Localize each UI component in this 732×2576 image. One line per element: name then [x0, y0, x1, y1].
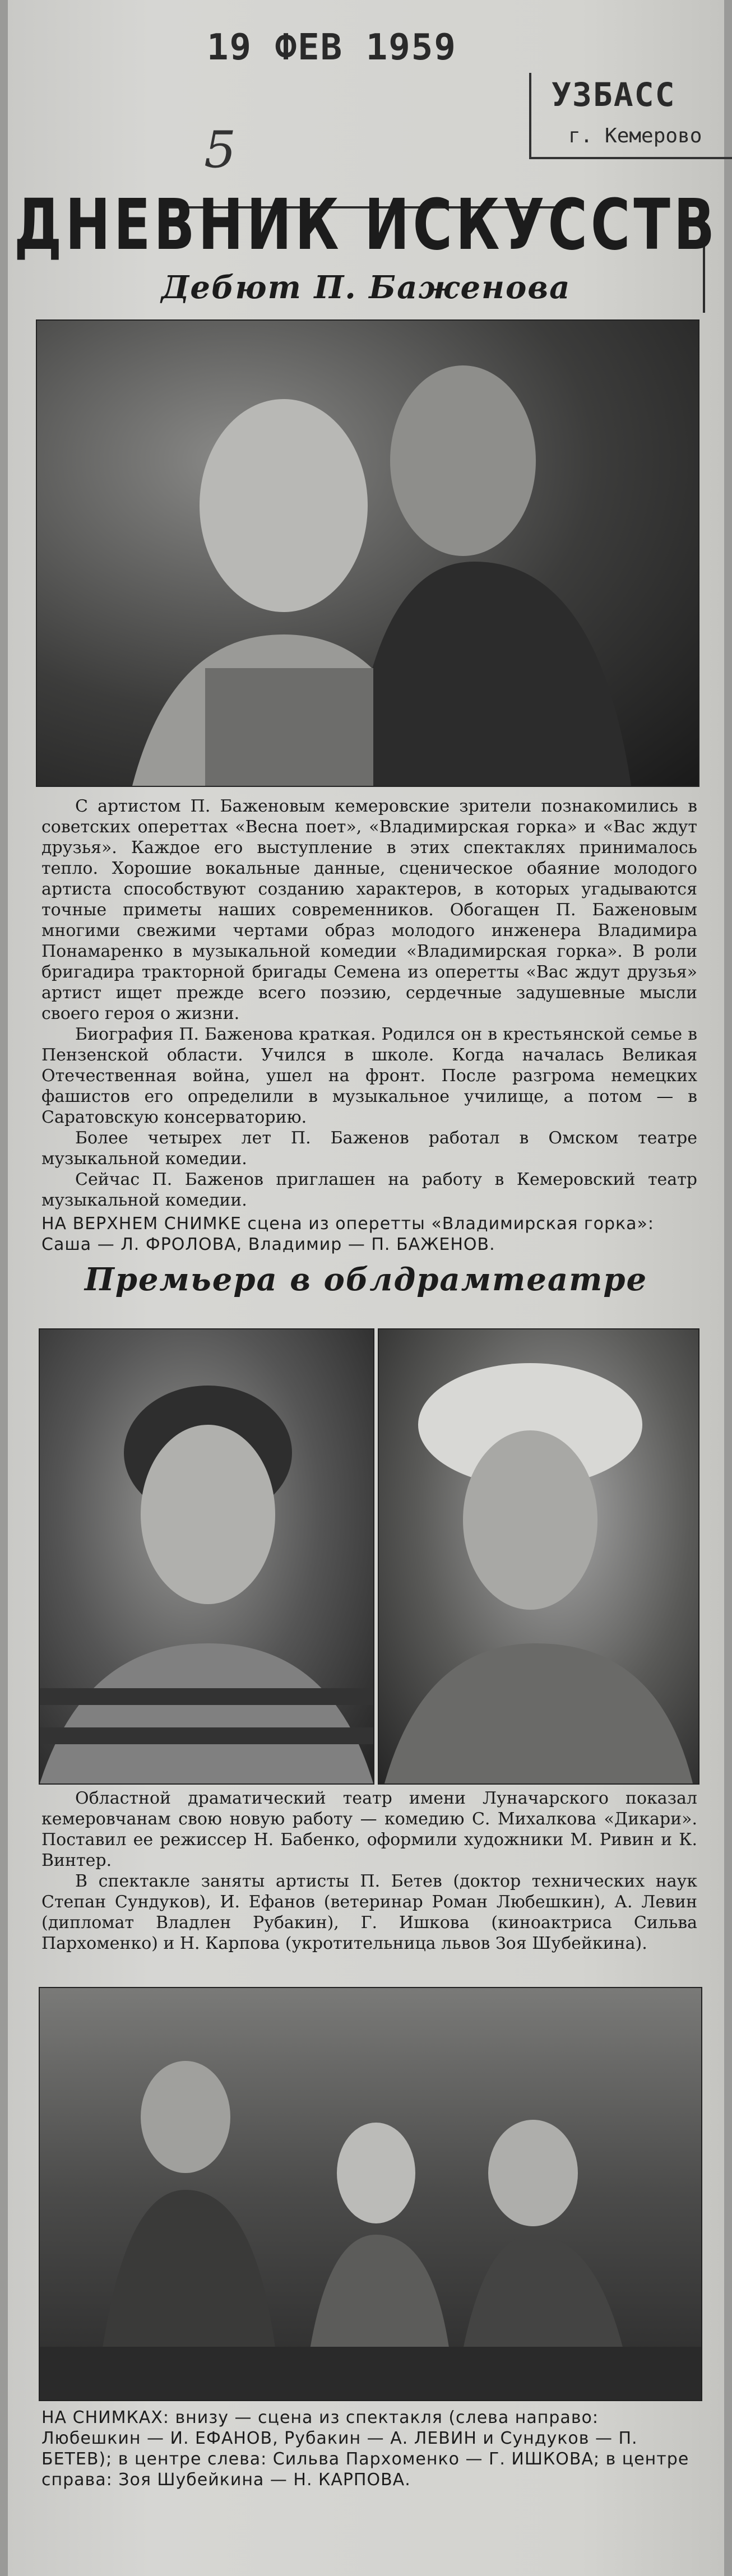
article-1-paragraph: Более четырех лет П. Баженов работал в Омском театре музыкальной комедии. — [41, 1128, 697, 1169]
article-2-headline: Премьера в облдрамтеатре — [84, 1261, 648, 1298]
handwritten-page-number: 5 — [204, 121, 237, 179]
newspaper-name-stamp: УЗБАСС — [552, 76, 676, 114]
article-2-body — [41, 1788, 697, 1954]
photo-portrait-ishkova-picture — [40, 1329, 373, 1783]
article-1-paragraph: Сейчас П. Баженов приглашен на работу в Кемеровский театр музыкальной комедии. — [41, 1170, 697, 1210]
photo-operetta-scene — [36, 319, 699, 787]
article-2-paragraph: В спектакле заняты артисты П. Бетев (доктор технических наук Степан Сундуков), И. Ефанов (ветеринар Роман Любешкин), А. Левин (дипломат Владлен Рубакин), Г. Ишкова (киноактриса Сильва Пархоменко) и Н. Карпова (укротительница львов Зоя Шубейкина). — [41, 1871, 697, 1953]
article-2-paragraph: Областной драматический театр имени Луначарского показал кемеровчанам свою новую работу — комедию С. Михалкова «Дикари». Поставил ее режиссер Н. Бабенко, оформили художники М. Ривин и К. Винтер. — [41, 1789, 697, 1870]
article-1-photo-caption: НА ВЕРХНЕМ СНИМКЕ сцена из оперетты «Владимирская горка»: Саша — Л. ФРОЛОВА, Владимир — П. БАЖЕНОВ. — [41, 1214, 654, 1254]
article-1-paragraph: С артистом П. Баженовым кемеровские зрители познакомились в советских опереттах «Весна поет», «Владимирская горка» и «Вас ждут друзья». Каждое его выступление в этих спектаклях принималось тепло. Хорошие вокальные данные, сценическое обаяние молодого артиста способствуют созданию характеров, в которых угадываются точные приметы наших современников. Обогащен П. Баженовым многими свежими чертами образ молодого инженера Владимира Понамаренко в музыкальной комедии «Владимирская горка». В роли бригадира тракторной бригады Семена из оперетты «Вас ждут друзья» артист ищет прежде всего поэзию, сердечные задушевные мысли своего героя о жизни. — [41, 796, 697, 1023]
city-stamp: г. Кемерово — [568, 124, 702, 147]
article-1-headline: Дебют П. Баженова — [161, 269, 571, 306]
date-stamp: 19 ФЕВ 1959 — [207, 27, 457, 68]
photo-play-scene — [39, 1987, 702, 2401]
article-1-body — [41, 796, 697, 1211]
newspaper-clipping — [8, 0, 724, 2576]
section-title: ДНЕВНИК ИСКУССТВ — [13, 184, 718, 266]
article-2-photo-caption: НА СНИМКАХ: внизу — сцена из спектакля (слева направо: Любешкин — И. ЕФАНОВ, Рубакин — А. ЛЕВИН и Сундуков — П. БЕТЕВ); в центре слева: Сильва Пархоменко — Г. ИШКОВА; в центре справа: Зоя Шубейкина — Н. КАРПОВА. — [41, 2408, 689, 2490]
photo-play-scene-picture — [40, 1988, 701, 2400]
photo-operetta-scene-picture — [37, 321, 698, 786]
article-1-paragraph: Биография П. Баженова краткая. Родился он в крестьянской семье в Пензенской области. Учился в школе. Когда началась Великая Отечественная война, ушел на фронт. После разгрома немецких фашистов его определили в музыкальное училище, а потом — в Саратовскую консерваторию. — [41, 1025, 697, 1127]
photo-portrait-karpova-picture — [379, 1329, 698, 1783]
photo-portrait-ishkova — [39, 1328, 374, 1785]
photo-portrait-karpova — [378, 1328, 699, 1785]
